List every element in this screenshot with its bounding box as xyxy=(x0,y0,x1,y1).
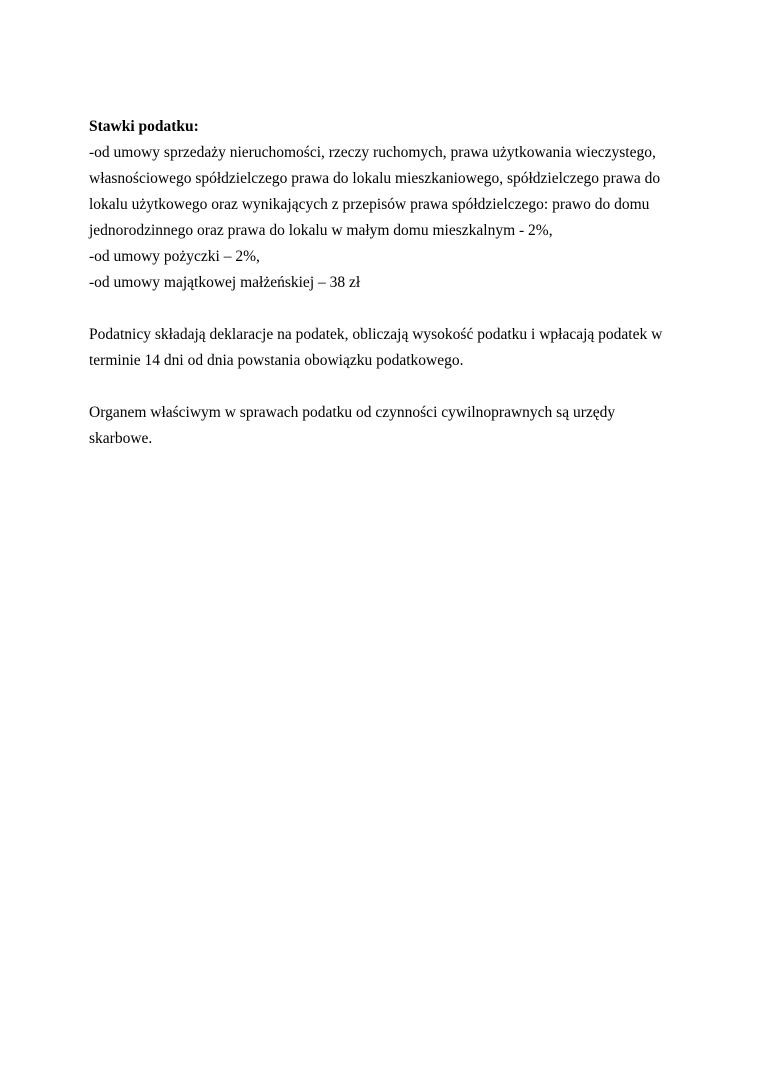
paragraph-line: terminie 14 dni od dnia powstania obowiązku podatkowego. xyxy=(89,352,464,369)
paragraph-spacer xyxy=(89,374,679,400)
rates-line: własnościowego spółdzielczego prawa do lokalu mieszkaniowego, spółdzielczego prawa do xyxy=(89,170,661,187)
declarations-paragraph xyxy=(89,322,679,374)
rates-line: -od umowy majątkowej małżeńskiej – 38 zł xyxy=(89,274,361,291)
paragraph-line: skarbowe. xyxy=(89,430,153,447)
paragraph-line: Podatnicy składają deklaracje na podatek, obliczają wysokość podatku i wpłacają podatek w xyxy=(89,326,663,343)
paragraph-line: Organem właściwym w sprawach podatku od czynności cywilnoprawnych są urzędy xyxy=(89,404,616,421)
rates-section xyxy=(89,114,679,296)
rates-heading: Stawki podatku: xyxy=(89,118,199,135)
rates-line: -od umowy pożyczki – 2%, xyxy=(89,248,260,265)
rates-line: -od umowy sprzedaży nieruchomości, rzeczy ruchomych, prawa użytkowania wieczystego, xyxy=(89,144,656,161)
document-body xyxy=(89,114,679,452)
rates-line: jednorodzinnego oraz prawa do lokalu w małym domu mieszkalnym - 2%, xyxy=(89,222,553,239)
authority-paragraph xyxy=(89,400,679,452)
paragraph-spacer xyxy=(89,296,679,322)
rates-line: lokalu użytkowego oraz wynikających z przepisów prawa spółdzielczego: prawo do domu xyxy=(89,196,650,213)
